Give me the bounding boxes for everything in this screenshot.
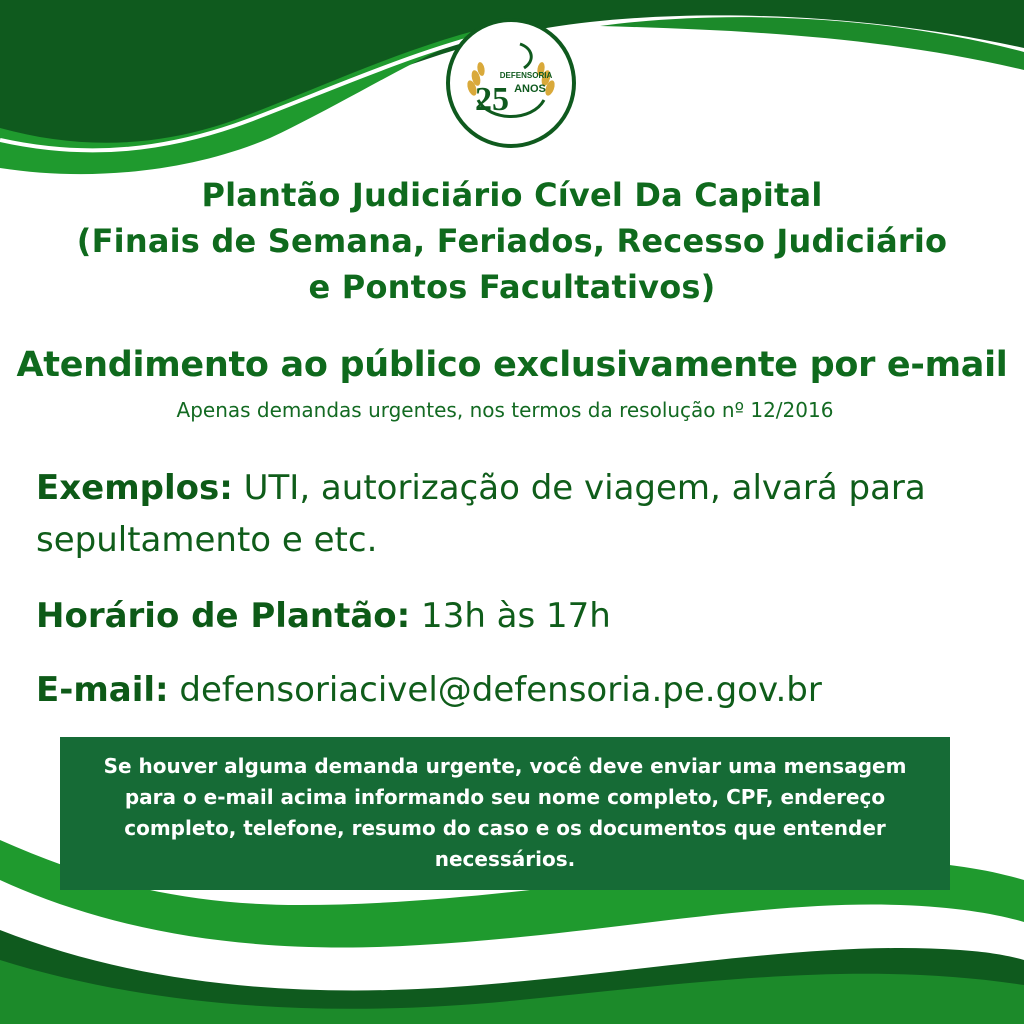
examples-paragraph (36, 462, 996, 566)
title-line-2: (Finais de Semana, Feriados, Recesso Judiciário (76, 222, 948, 260)
email-label: E-mail: (36, 670, 169, 710)
examples-label: Exemplos: (36, 468, 233, 508)
page-title (0, 172, 1024, 310)
urgent-notice-text: Se houver alguma demanda urgente, você deve enviar uma mensagem para o e-mail acima informando seu nome completo, CPF, endereço completo, telefone, resumo do caso e os documentos que entender necessários. (103, 754, 907, 871)
hours-paragraph (36, 590, 996, 642)
logo-number-text: 25 (475, 81, 509, 118)
hours-label: Horário de Plantão: (36, 596, 411, 636)
title-line-3: e Pontos Facultativos) (308, 268, 716, 306)
hours-text: 13h às 17h (410, 596, 611, 636)
logo-emblem (450, 22, 572, 144)
urgent-notice-box (60, 737, 950, 890)
defensoria-25-anos-logo (446, 18, 576, 148)
logo-org-text: DEFENSORIA (499, 71, 553, 80)
email-paragraph (36, 664, 996, 716)
subheadline: Apenas demandas urgentes, nos termos da resolução nº 12/2016 (176, 398, 834, 422)
title-line-1: Plantão Judiciário Cível Da Capital (201, 176, 823, 214)
email-text: defensoriacivel@defensoria.pe.gov.br (168, 670, 822, 710)
examples-text: UTI, autorização de viagem, alvará para sepultamento e etc. (36, 468, 926, 560)
logo-anos-text: ANOS (514, 83, 546, 95)
headline: Atendimento ao público exclusivamente por e-mail (16, 345, 1008, 385)
